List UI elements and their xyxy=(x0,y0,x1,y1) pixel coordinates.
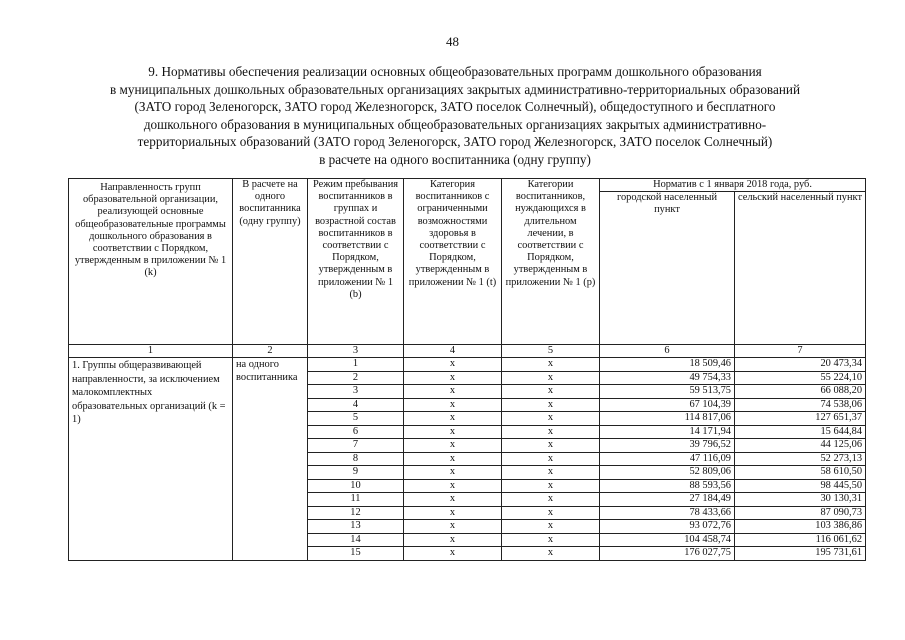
per-unit-label: на одного воспитанника xyxy=(233,358,308,561)
treatment-category-value: х xyxy=(502,439,600,453)
treatment-category-value: х xyxy=(502,547,600,561)
stay-mode-code: 1 xyxy=(308,358,404,372)
city-norm-value: 18 509,46 xyxy=(600,358,735,372)
rural-norm-value: 195 731,61 xyxy=(735,547,866,561)
column-number: 5 xyxy=(502,345,600,358)
column-number: 6 xyxy=(600,345,735,358)
disability-category-value: х xyxy=(404,479,502,493)
column-number: 2 xyxy=(233,345,308,358)
city-norm-value: 39 796,52 xyxy=(600,439,735,453)
page-number: 48 xyxy=(446,34,459,49)
disability-category-value: х xyxy=(404,412,502,426)
group-label: 1. Группы общеразвивающей направленности, за исключением малокомплектных образовательных организаций (k = 1) xyxy=(69,358,233,561)
treatment-category-value: х xyxy=(502,533,600,547)
disability-category-value: х xyxy=(404,385,502,399)
city-norm-value: 176 027,75 xyxy=(600,547,735,561)
document-heading xyxy=(60,63,850,169)
stay-mode-code: 3 xyxy=(308,385,404,399)
header-disability-category: Категория воспитанников с ограниченными возможностями здоровья в соответствии с Порядком, утвержденным в приложении № 1 (t) xyxy=(404,179,502,345)
header-per-unit: В расчете на одного воспитанника (одну группу) xyxy=(233,179,308,345)
rural-norm-value: 66 088,20 xyxy=(735,385,866,399)
disability-category-value: х xyxy=(404,371,502,385)
treatment-category-value: х xyxy=(502,371,600,385)
stay-mode-code: 13 xyxy=(308,520,404,534)
treatment-category-value: х xyxy=(502,506,600,520)
column-number: 7 xyxy=(735,345,866,358)
stay-mode-code: 6 xyxy=(308,425,404,439)
stay-mode-code: 12 xyxy=(308,506,404,520)
disability-category-value: х xyxy=(404,493,502,507)
stay-mode-code: 10 xyxy=(308,479,404,493)
rural-norm-value: 30 130,31 xyxy=(735,493,866,507)
city-norm-value: 14 171,94 xyxy=(600,425,735,439)
column-number: 4 xyxy=(404,345,502,358)
rural-norm-value: 74 538,06 xyxy=(735,398,866,412)
rural-norm-value: 127 651,37 xyxy=(735,412,866,426)
stay-mode-code: 15 xyxy=(308,547,404,561)
city-norm-value: 114 817,06 xyxy=(600,412,735,426)
rural-norm-value: 20 473,34 xyxy=(735,358,866,372)
city-norm-value: 93 072,76 xyxy=(600,520,735,534)
city-norm-value: 59 513,75 xyxy=(600,385,735,399)
heading-line: дошкольного образования в муниципальных общеобразовательных организациях закрытых административно- xyxy=(143,116,767,132)
rural-norm-value: 52 273,13 xyxy=(735,452,866,466)
treatment-category-value: х xyxy=(502,452,600,466)
heading-line: в муниципальных дошкольных образовательных организациях закрытых административно-территориальных образований xyxy=(109,81,800,97)
heading-line: в расчете на одного воспитанника (одну группу) xyxy=(319,151,591,167)
rural-norm-value: 87 090,73 xyxy=(735,506,866,520)
disability-category-value: х xyxy=(404,533,502,547)
rural-norm-value: 116 061,62 xyxy=(735,533,866,547)
heading-line: территориальных образований (ЗАТО город Зеленогорск, ЗАТО город Железногорск, ЗАТО поселок Солнечный) xyxy=(137,134,773,150)
treatment-category-value: х xyxy=(502,466,600,480)
column-number: 1 xyxy=(69,345,233,358)
heading-line: (ЗАТО город Зеленогорск, ЗАТО город Железногорск, ЗАТО поселок Солнечный), общедоступного и бесплатного xyxy=(134,99,776,115)
rural-norm-value: 58 610,50 xyxy=(735,466,866,480)
disability-category-value: х xyxy=(404,398,502,412)
disability-category-value: х xyxy=(404,425,502,439)
stay-mode-code: 8 xyxy=(308,452,404,466)
header-city: городской населенный пункт xyxy=(600,192,735,345)
treatment-category-value: х xyxy=(502,425,600,439)
city-norm-value: 47 116,09 xyxy=(600,452,735,466)
header-stay-mode: Режим пребывания воспитанников в группах и возрастной состав воспитанников в соответствии с Порядком, утвержденным в приложении № 1 (b) xyxy=(308,179,404,345)
treatment-category-value: х xyxy=(502,398,600,412)
disability-category-value: х xyxy=(404,466,502,480)
header-norm-group: Норматив с 1 января 2018 года, руб. xyxy=(600,179,866,192)
city-norm-value: 52 809,06 xyxy=(600,466,735,480)
column-number: 3 xyxy=(308,345,404,358)
treatment-category-value: х xyxy=(502,479,600,493)
city-norm-value: 88 593,56 xyxy=(600,479,735,493)
header-rural: сельский населенный пункт xyxy=(735,192,866,345)
stay-mode-code: 9 xyxy=(308,466,404,480)
disability-category-value: х xyxy=(404,439,502,453)
rural-norm-value: 44 125,06 xyxy=(735,439,866,453)
city-norm-value: 49 754,33 xyxy=(600,371,735,385)
disability-category-value: х xyxy=(404,547,502,561)
rural-norm-value: 55 224,10 xyxy=(735,371,866,385)
stay-mode-code: 14 xyxy=(308,533,404,547)
disability-category-value: х xyxy=(404,452,502,466)
rural-norm-value: 103 386,86 xyxy=(735,520,866,534)
city-norm-value: 27 184,49 xyxy=(600,493,735,507)
column-number-row xyxy=(69,345,866,358)
city-norm-value: 78 433,66 xyxy=(600,506,735,520)
treatment-category-value: х xyxy=(502,520,600,534)
heading-line: 9. Нормативы обеспечения реализации основных общеобразовательных программ дошкольного образования xyxy=(148,64,762,79)
treatment-category-value: х xyxy=(502,493,600,507)
stay-mode-code: 2 xyxy=(308,371,404,385)
treatment-category-value: х xyxy=(502,412,600,426)
disability-category-value: х xyxy=(404,506,502,520)
stay-mode-code: 11 xyxy=(308,493,404,507)
stay-mode-code: 4 xyxy=(308,398,404,412)
disability-category-value: х xyxy=(404,358,502,372)
rural-norm-value: 15 644,84 xyxy=(735,425,866,439)
header-direction: Направленность групп образовательной организации, реализующей основные общеобразовательные программы дошкольного образования в соответствии с Порядком, утвержденным в приложении № 1 (k) xyxy=(69,179,233,345)
disability-category-value: х xyxy=(404,520,502,534)
header-treatment-category: Категории воспитанников, нуждающихся в длительном лечении, в соответствии с Порядком, утвержденным в приложении № 1 (p) xyxy=(502,179,600,345)
stay-mode-code: 7 xyxy=(308,439,404,453)
header-row xyxy=(69,179,866,192)
stay-mode-code: 5 xyxy=(308,412,404,426)
city-norm-value: 104 458,74 xyxy=(600,533,735,547)
treatment-category-value: х xyxy=(502,385,600,399)
norms-table xyxy=(68,178,866,561)
rural-norm-value: 98 445,50 xyxy=(735,479,866,493)
city-norm-value: 67 104,39 xyxy=(600,398,735,412)
treatment-category-value: х xyxy=(502,358,600,372)
table-row xyxy=(69,358,866,372)
